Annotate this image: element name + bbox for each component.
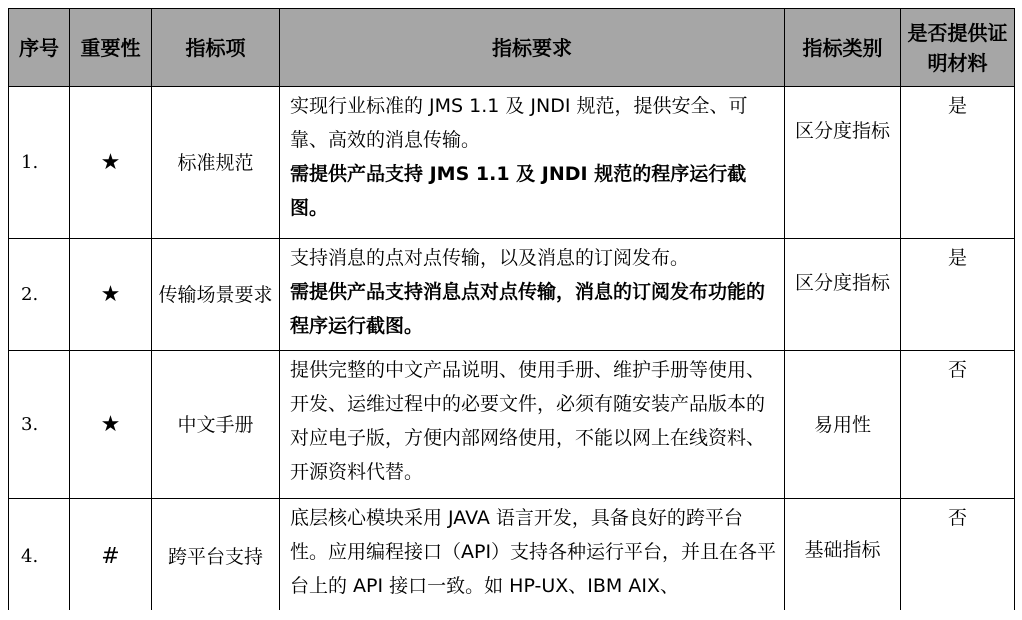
- row-number: 2.: [9, 239, 70, 351]
- table-row: [9, 239, 1015, 351]
- indicator-requirement: [280, 351, 785, 499]
- importance-star: ★: [70, 351, 152, 499]
- indicator-category: 区分度指标: [785, 87, 901, 239]
- importance-star: ★: [70, 87, 152, 239]
- indicator-item: 中文手册: [152, 351, 280, 499]
- importance-star: ★: [70, 239, 152, 351]
- row-number: 1.: [9, 87, 70, 239]
- header-importance: 重要性: [70, 9, 152, 87]
- requirement-text: 底层核心模块采用 JAVA 语言开发，具备良好的跨平台性。应用编程接口（API）支持各种运行平台，并且在各平台上的 API 接口一致。如 HP-UX、IBM AIX、: [290, 507, 777, 597]
- proof-required: 是: [901, 87, 1015, 239]
- proof-required: 否: [901, 499, 1015, 611]
- header-requirement: 指标要求: [280, 9, 785, 87]
- proof-required: 是: [901, 239, 1015, 351]
- indicator-category: 区分度指标: [785, 239, 901, 351]
- spec-table: [8, 8, 1015, 610]
- row-number: 3.: [9, 351, 70, 499]
- indicator-category: 基础指标: [785, 499, 901, 611]
- table-header-row: [9, 9, 1015, 87]
- requirement-evidence-text: 需提供产品支持 JMS 1.1 及 JNDI 规范的程序运行截图。: [290, 163, 747, 219]
- header-category: 指标类别: [785, 9, 901, 87]
- proof-required: 否: [901, 351, 1015, 499]
- table-row: [9, 499, 1015, 611]
- requirement-text: 支持消息的点对点传输，以及消息的订阅发布。: [290, 247, 690, 269]
- importance-mark: #: [70, 499, 152, 611]
- header-item: 指标项: [152, 9, 280, 87]
- requirement-text: 提供完整的中文产品说明、使用手册、维护手册等使用、开发、运维过程中的必要文件，必须有随安装产品版本的对应电子版，方便内部网络使用，不能以网上在线资料、开源资料代替。: [290, 359, 766, 483]
- row-number: 4.: [9, 499, 70, 611]
- header-proof: 是否提供证明材料: [901, 9, 1015, 87]
- indicator-requirement: [280, 499, 785, 611]
- table-row: [9, 351, 1015, 499]
- requirement-evidence-text: 需提供产品支持消息点对点传输，消息的订阅发布功能的程序运行截图。: [290, 281, 766, 337]
- indicator-item: 跨平台支持: [152, 499, 280, 611]
- indicator-category: 易用性: [785, 351, 901, 499]
- indicator-requirement: [280, 87, 785, 239]
- header-num: 序号: [9, 9, 70, 87]
- indicator-item: 标准规范: [152, 87, 280, 239]
- requirement-text: 实现行业标准的 JMS 1.1 及 JNDI 规范，提供安全、可靠、高效的消息传输。: [290, 95, 748, 151]
- table-row: [9, 87, 1015, 239]
- indicator-item: 传输场景要求: [152, 239, 280, 351]
- indicator-requirement: [280, 239, 785, 351]
